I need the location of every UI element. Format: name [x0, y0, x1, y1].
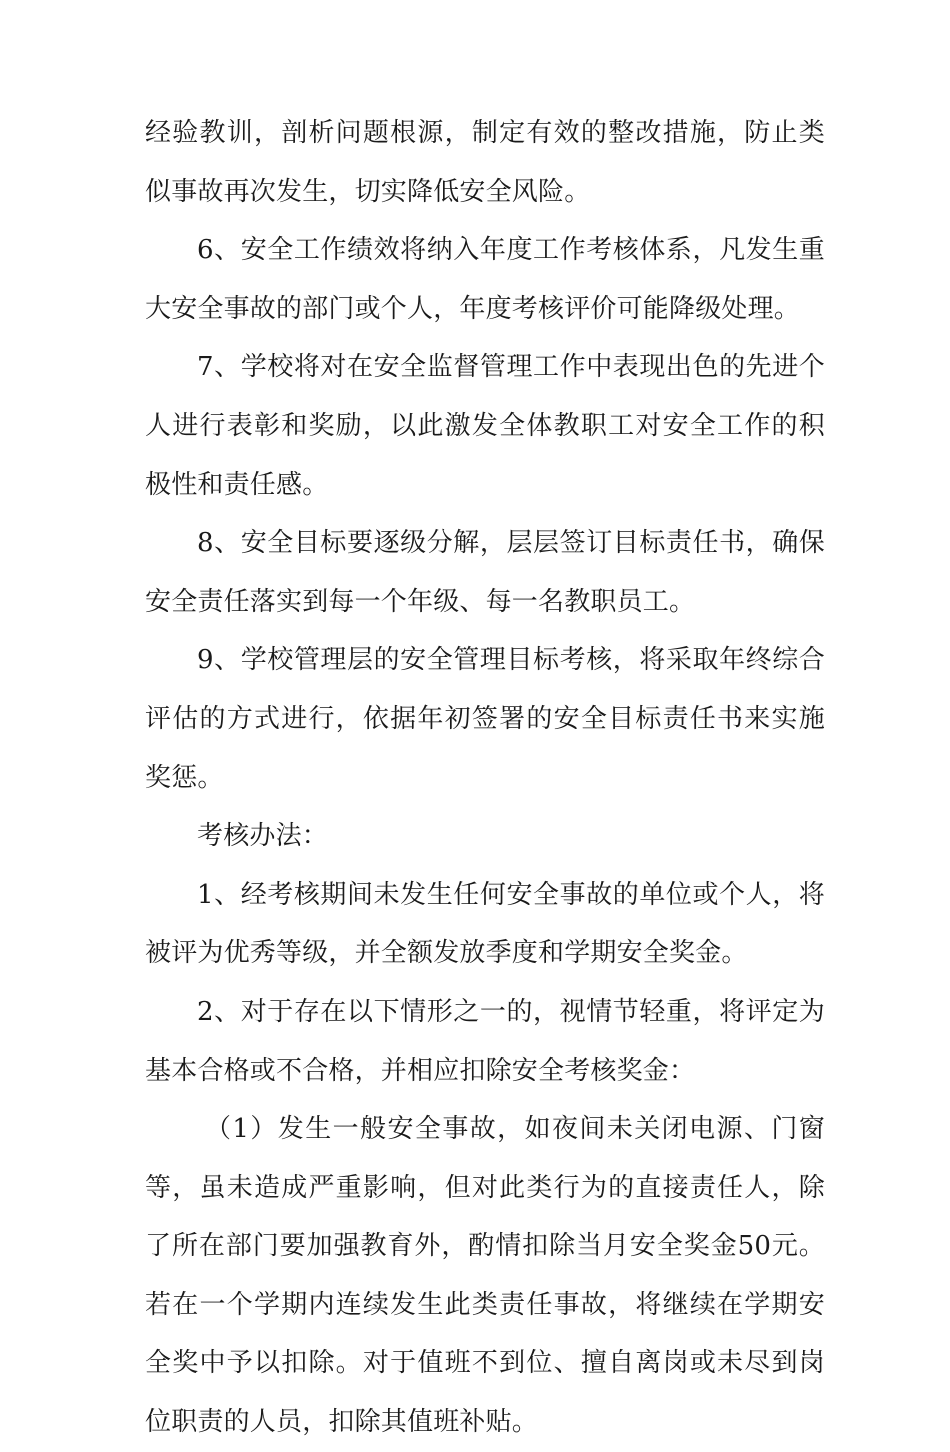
document-body [145, 104, 825, 1452]
paragraph-item-9: 9、学校管理层的安全管理目标考核，将采取年终综合评估的方式进行，依据年初签署的安全目标责任书来实施奖惩。 [145, 645, 825, 793]
paragraph-subitem-1: （1）发生一般安全事故，如夜间未关闭电源、门窗等，虽未造成严重影响，但对此类行为的直接责任人，除了所在部门要加强教育外，酌情扣除当月安全奖金50元。若在一个学期内连续发生此类责任事故，将继续在学期安全奖中予以扣除。对于值班不到位、擅自离岗或未尽到岗位职责的人员，扣除其值班补贴。 [145, 1114, 825, 1438]
paragraph-method-1: 1、经考核期间未发生任何安全事故的单位或个人，将被评为优秀等级，并全额发放季度和学期安全奖金。 [145, 879, 825, 969]
paragraph-item-6: 6、安全工作绩效将纳入年度工作考核体系，凡发生重大安全事故的部门或个人，年度考核评价可能降级处理。 [145, 235, 825, 324]
paragraph-item-8: 8、安全目标要逐级分解，层层签订目标责任书，确保安全责任落实到每一个年级、每一名教职员工。 [145, 528, 825, 617]
section-heading-assessment-method: 考核办法： [197, 821, 329, 852]
paragraph-method-2: 2、对于存在以下情形之一的，视情节轻重，将评定为基本合格或不合格，并相应扣除安全考核奖金： [145, 996, 825, 1086]
paragraph-item-7: 7、学校将对在安全监督管理工作中表现出色的先进个人进行表彰和奖励，以此激发全体教职工对安全工作的积极性和责任感。 [145, 352, 825, 500]
paragraph-continuation: 经验教训，剖析问题根源，制定有效的整改措施，防止类似事故再次发生，切实降低安全风险。 [145, 118, 825, 207]
